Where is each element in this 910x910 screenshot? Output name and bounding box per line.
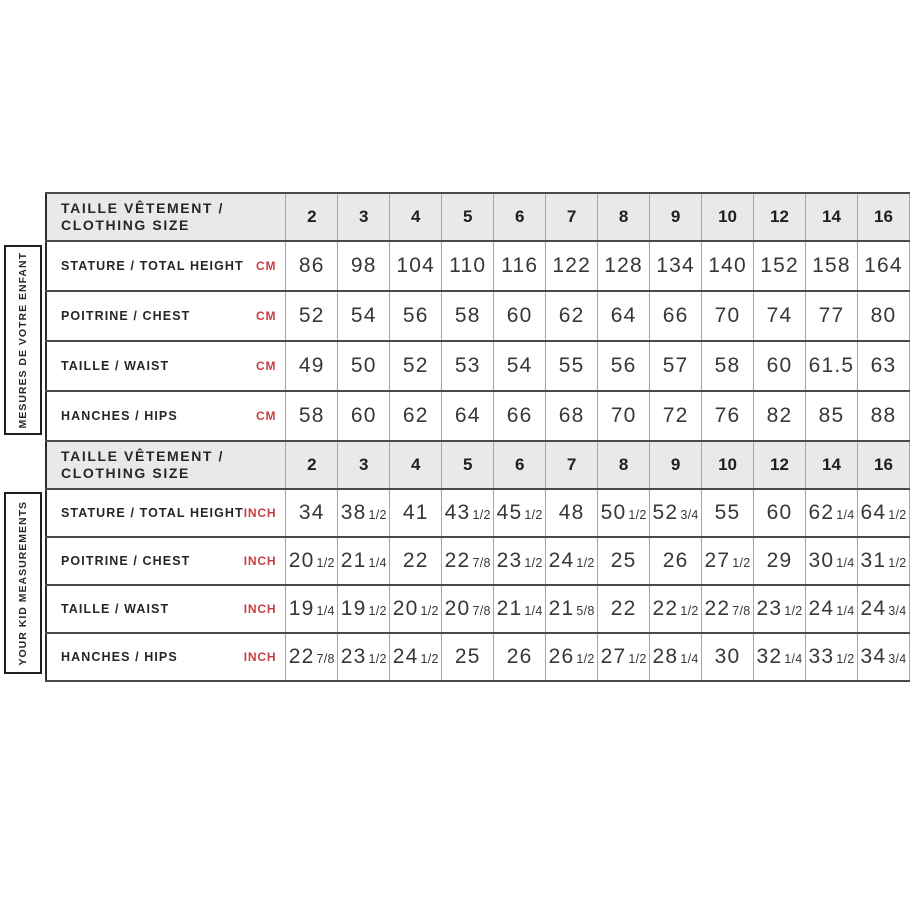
- fraction-text: 1/4: [524, 604, 543, 618]
- measurement-label-wrap: [61, 650, 276, 664]
- measurement-value-cell: 31 1/2: [857, 537, 909, 585]
- size-column-header: 9: [650, 441, 702, 489]
- fraction-text: 3/4: [888, 652, 907, 666]
- measurement-value-cell: 32 1/4: [754, 633, 806, 681]
- measurement-value-cell: 26: [494, 633, 546, 681]
- measurement-value-cell: 25: [442, 633, 494, 681]
- size-column-header: 3: [338, 441, 390, 489]
- measurement-label-cell: [46, 291, 286, 341]
- measurement-value-cell: 24 1/2: [546, 537, 598, 585]
- measurement-label-wrap: [61, 602, 276, 616]
- measurement-row: [46, 537, 910, 585]
- measurement-label-cell: [46, 341, 286, 391]
- measurement-value-cell: 34 3/4: [857, 633, 909, 681]
- measurement-value-cell: 74: [754, 291, 806, 341]
- size-header-row-cm: [46, 193, 910, 241]
- fraction-text: 1/4: [316, 604, 335, 618]
- measurement-value-cell: 23 1/2: [754, 585, 806, 633]
- measurement-value-cell: 50 1/2: [598, 489, 650, 537]
- measurement-value-cell: 56: [598, 341, 650, 391]
- fraction-text: 7/8: [732, 604, 751, 618]
- measurement-value-cell: 26 1/2: [546, 633, 598, 681]
- fraction-text: 1/2: [576, 556, 595, 570]
- size-column-header: 12: [754, 193, 806, 241]
- unit-label-cm: CM: [256, 309, 277, 323]
- fraction-text: 1/4: [680, 652, 699, 666]
- measurement-value-cell: 34: [286, 489, 338, 537]
- measurement-value-cell: 134: [650, 241, 702, 291]
- size-column-header: 16: [857, 441, 909, 489]
- measurement-value-cell: 53: [442, 341, 494, 391]
- measurement-value-cell: 24 1/4: [806, 585, 858, 633]
- measurement-value-cell: 24 3/4: [857, 585, 909, 633]
- measurement-label-cell: [46, 585, 286, 633]
- measurement-value-cell: 63: [857, 341, 909, 391]
- fraction-text: 1/2: [368, 652, 387, 666]
- measurement-value-cell: 85: [806, 391, 858, 441]
- fraction-text: 1/4: [784, 652, 803, 666]
- measurement-value-cell: 22 1/2: [650, 585, 702, 633]
- fraction-text: 1/4: [836, 508, 855, 522]
- measurement-label: TAILLE / WAIST: [61, 359, 170, 373]
- size-column-header: 16: [857, 193, 909, 241]
- measurement-value-cell: 86: [286, 241, 338, 291]
- measurement-value-cell: 61.5: [806, 341, 858, 391]
- measurement-value-cell: 140: [702, 241, 754, 291]
- measurement-value-cell: 54: [494, 341, 546, 391]
- fraction-text: 7/8: [472, 604, 491, 618]
- measurement-row: [46, 341, 910, 391]
- measurement-value-cell: 52 3/4: [650, 489, 702, 537]
- measurement-label: TAILLE / WAIST: [61, 602, 170, 616]
- fraction-text: 1/2: [732, 556, 751, 570]
- measurement-value-cell: 19 1/4: [286, 585, 338, 633]
- fraction-text: 1/4: [836, 556, 855, 570]
- fraction-text: 1/2: [680, 604, 699, 618]
- measurement-value-cell: 122: [546, 241, 598, 291]
- measurement-label-cell: [46, 537, 286, 585]
- fraction-text: 1/2: [316, 556, 335, 570]
- size-column-header: 4: [390, 193, 442, 241]
- unit-label-cm: CM: [256, 359, 277, 373]
- size-column-header: 14: [806, 441, 858, 489]
- measurement-value-cell: 64 1/2: [857, 489, 909, 537]
- fraction-text: 1/2: [420, 652, 439, 666]
- measurement-value-cell: 60: [338, 391, 390, 441]
- measurement-label-wrap: [61, 359, 276, 373]
- measurement-value-cell: 62 1/4: [806, 489, 858, 537]
- unit-label-inch: INCH: [243, 506, 277, 520]
- fraction-text: 5/8: [576, 604, 595, 618]
- measurement-value-cell: 52: [390, 341, 442, 391]
- fraction-text: 1/2: [472, 508, 491, 522]
- measurement-value-cell: 22: [390, 537, 442, 585]
- measurement-value-cell: 64: [442, 391, 494, 441]
- fraction-text: 3/4: [680, 508, 699, 522]
- measurement-value-cell: 80: [857, 291, 909, 341]
- measurement-value-cell: 52: [286, 291, 338, 341]
- size-column-header: 10: [702, 441, 754, 489]
- fraction-text: 3/4: [888, 604, 907, 618]
- measurement-value-cell: 164: [857, 241, 909, 291]
- side-label-box-cm: [4, 245, 42, 435]
- clothing-size-header-label: TAILLE VÊTEMENT / CLOTHING SIZE: [61, 199, 225, 233]
- size-column-header: 8: [598, 193, 650, 241]
- measurement-value-cell: 33 1/2: [806, 633, 858, 681]
- measurement-row: [46, 241, 910, 291]
- fraction-text: 1/2: [524, 556, 543, 570]
- measurement-value-cell: 88: [857, 391, 909, 441]
- unit-label-inch: INCH: [243, 554, 277, 568]
- clothing-size-header-label: TAILLE VÊTEMENT / CLOTHING SIZE: [61, 447, 225, 481]
- measurement-label-cell: [46, 391, 286, 441]
- fraction-text: 1/2: [368, 604, 387, 618]
- measurement-value-cell: 22 7/8: [702, 585, 754, 633]
- measurement-value-cell: 21 5/8: [546, 585, 598, 633]
- measurement-value-cell: 19 1/2: [338, 585, 390, 633]
- size-column-header: 12: [754, 441, 806, 489]
- measurement-label: HANCHES / HIPS: [61, 650, 178, 664]
- measurement-value-cell: 21 1/4: [494, 585, 546, 633]
- measurement-value-cell: 55: [702, 489, 754, 537]
- size-column-header: 14: [806, 193, 858, 241]
- measurement-value-cell: 21 1/4: [338, 537, 390, 585]
- measurement-value-cell: 66: [494, 391, 546, 441]
- measurement-value-cell: 60: [754, 341, 806, 391]
- measurement-value-cell: 76: [702, 391, 754, 441]
- clothing-size-header-cell-cm: [46, 193, 286, 241]
- measurement-value-cell: 43 1/2: [442, 489, 494, 537]
- measurement-value-cell: 22 7/8: [286, 633, 338, 681]
- fraction-text: 7/8: [472, 556, 491, 570]
- fraction-text: 1/2: [888, 508, 907, 522]
- fraction-text: 1/2: [888, 556, 907, 570]
- measurement-value-cell: 30: [702, 633, 754, 681]
- fraction-text: 1/2: [836, 652, 855, 666]
- measurement-value-cell: 26: [650, 537, 702, 585]
- measurement-value-cell: 72: [650, 391, 702, 441]
- measurement-value-cell: 62: [390, 391, 442, 441]
- measurement-value-cell: 23 1/2: [338, 633, 390, 681]
- measurement-value-cell: 104: [390, 241, 442, 291]
- measurement-value-cell: 152: [754, 241, 806, 291]
- fraction-text: 1/2: [368, 508, 387, 522]
- measurement-value-cell: 58: [442, 291, 494, 341]
- measurement-value-cell: 27 1/2: [702, 537, 754, 585]
- unit-label-inch: INCH: [243, 650, 277, 664]
- size-column-header: 7: [546, 193, 598, 241]
- measurement-label-cell: [46, 633, 286, 681]
- size-column-header: 10: [702, 193, 754, 241]
- measurement-label: STATURE / TOTAL HEIGHT: [61, 506, 244, 520]
- measurement-label-wrap: [61, 259, 276, 273]
- measurement-value-cell: 48: [546, 489, 598, 537]
- fraction-text: 1/2: [628, 508, 647, 522]
- fraction-text: 1/2: [576, 652, 595, 666]
- measurement-label: POITRINE / CHEST: [61, 554, 191, 568]
- measurement-value-cell: 98: [338, 241, 390, 291]
- measurement-row: [46, 391, 910, 441]
- measurement-value-cell: 25: [598, 537, 650, 585]
- measurement-value-cell: 110: [442, 241, 494, 291]
- measurement-value-cell: 70: [598, 391, 650, 441]
- size-column-header: 8: [598, 441, 650, 489]
- size-column-header: 7: [546, 441, 598, 489]
- measurement-value-cell: 64: [598, 291, 650, 341]
- fraction-text: 1/2: [784, 604, 803, 618]
- measurement-value-cell: 20 7/8: [442, 585, 494, 633]
- measurement-label-wrap: [61, 506, 276, 520]
- measurement-row: [46, 489, 910, 537]
- measurement-value-cell: 49: [286, 341, 338, 391]
- measurement-value-cell: 77: [806, 291, 858, 341]
- measurement-value-cell: 116: [494, 241, 546, 291]
- measurement-label-cell: [46, 241, 286, 291]
- measurement-value-cell: 82: [754, 391, 806, 441]
- measurement-label: HANCHES / HIPS: [61, 409, 178, 423]
- measurement-value-cell: 55: [546, 341, 598, 391]
- unit-label-cm: CM: [256, 409, 277, 423]
- size-column-header: 5: [442, 193, 494, 241]
- measurement-value-cell: 58: [286, 391, 338, 441]
- measurement-value-cell: 20 1/2: [286, 537, 338, 585]
- unit-label-inch: INCH: [243, 602, 277, 616]
- fraction-text: 1/2: [420, 604, 439, 618]
- measurement-row: [46, 291, 910, 341]
- size-table: [45, 192, 910, 682]
- measurement-value-cell: 128: [598, 241, 650, 291]
- measurement-value-cell: 24 1/2: [390, 633, 442, 681]
- measurement-value-cell: 60: [494, 291, 546, 341]
- measurement-value-cell: 57: [650, 341, 702, 391]
- clothing-size-header-cell-inch: [46, 441, 286, 489]
- size-column-header: 4: [390, 441, 442, 489]
- side-label-box-inch: [4, 492, 42, 674]
- measurement-value-cell: 30 1/4: [806, 537, 858, 585]
- size-table-body: [46, 193, 910, 681]
- measurement-value-cell: 68: [546, 391, 598, 441]
- size-column-header: 3: [338, 193, 390, 241]
- measurement-value-cell: 27 1/2: [598, 633, 650, 681]
- measurement-value-cell: 62: [546, 291, 598, 341]
- size-column-header: 6: [494, 441, 546, 489]
- fraction-text: 7/8: [316, 652, 335, 666]
- measurement-value-cell: 20 1/2: [390, 585, 442, 633]
- measurement-value-cell: 28 1/4: [650, 633, 702, 681]
- measurement-label: POITRINE / CHEST: [61, 309, 191, 323]
- measurement-value-cell: 60: [754, 489, 806, 537]
- measurement-label-wrap: [61, 409, 276, 423]
- fraction-text: 1/4: [836, 604, 855, 618]
- size-column-header: 9: [650, 193, 702, 241]
- measurement-value-cell: 41: [390, 489, 442, 537]
- measurement-label-wrap: [61, 554, 276, 568]
- measurement-value-cell: 22 7/8: [442, 537, 494, 585]
- measurement-value-cell: 23 1/2: [494, 537, 546, 585]
- size-column-header: 2: [286, 193, 338, 241]
- measurement-value-cell: 22: [598, 585, 650, 633]
- size-header-row-inch: [46, 441, 910, 489]
- measurement-value-cell: 54: [338, 291, 390, 341]
- measurement-label-cell: [46, 489, 286, 537]
- measurement-value-cell: 70: [702, 291, 754, 341]
- measurement-value-cell: 158: [806, 241, 858, 291]
- measurement-label-wrap: [61, 309, 276, 323]
- size-column-header: 2: [286, 441, 338, 489]
- measurement-row: [46, 633, 910, 681]
- measurement-value-cell: 38 1/2: [338, 489, 390, 537]
- fraction-text: 1/4: [368, 556, 387, 570]
- size-column-header: 5: [442, 441, 494, 489]
- measurement-value-cell: 66: [650, 291, 702, 341]
- unit-label-cm: CM: [256, 259, 277, 273]
- measurement-row: [46, 585, 910, 633]
- measurement-value-cell: 50: [338, 341, 390, 391]
- fraction-text: 1/2: [628, 652, 647, 666]
- side-label-cm-text: MESURES DE VOTRE ENFANT: [17, 251, 29, 429]
- size-column-header: 6: [494, 193, 546, 241]
- measurement-value-cell: 29: [754, 537, 806, 585]
- measurement-value-cell: 56: [390, 291, 442, 341]
- measurement-value-cell: 45 1/2: [494, 489, 546, 537]
- measurement-value-cell: 58: [702, 341, 754, 391]
- measurement-label: STATURE / TOTAL HEIGHT: [61, 259, 244, 273]
- fraction-text: 1/2: [524, 508, 543, 522]
- side-label-inch-text: YOUR KID MEASUREMENTS: [17, 500, 29, 666]
